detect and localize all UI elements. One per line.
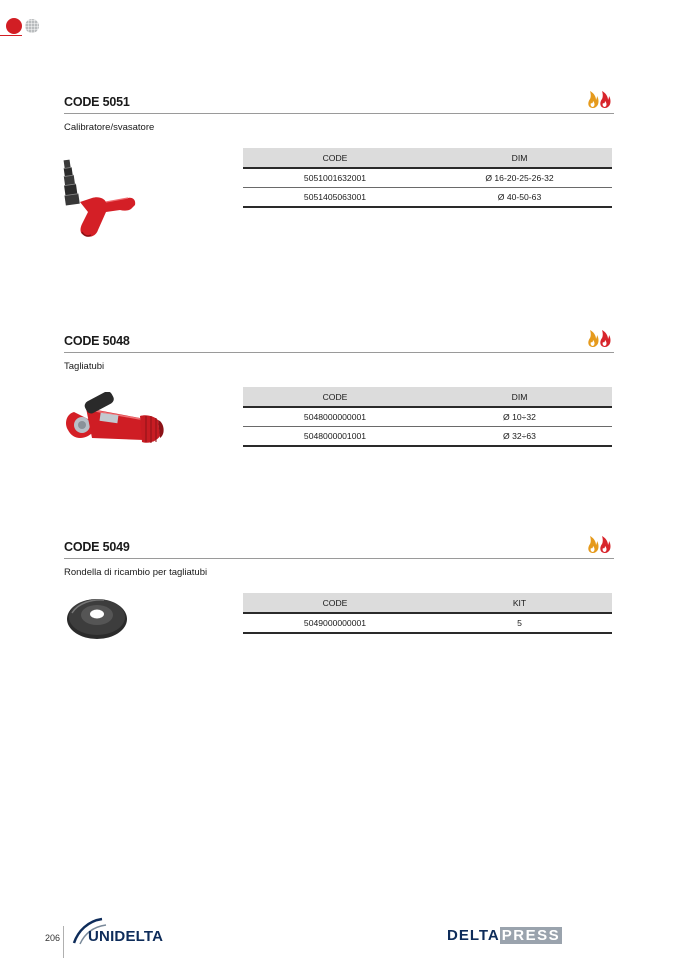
section-subtitle: Tagliatubi: [64, 361, 105, 372]
column-header: CODE: [243, 593, 427, 613]
table-header-row: [243, 593, 612, 613]
flame-icons: [587, 89, 613, 109]
table-header-row: [243, 148, 612, 168]
page-number: 206: [45, 933, 61, 943]
table-row: [243, 188, 612, 208]
table-row: [243, 427, 612, 447]
column-header: CODE: [243, 387, 427, 407]
footer-divider: [63, 926, 64, 958]
table-cell: Ø 40-50-63: [427, 188, 612, 208]
replacement-washer-image: [64, 593, 130, 643]
title-rule: [64, 113, 614, 114]
spec-table-5049: [243, 593, 612, 634]
table-cell: Ø 16-20-25-26-32: [427, 168, 612, 188]
pipe-cutter-image: [60, 392, 170, 454]
title-rule: [64, 352, 614, 353]
table-cell: 5051405063001: [243, 188, 427, 208]
section-code-title: CODE 5051: [64, 95, 130, 109]
table-cell: Ø 10÷32: [427, 407, 612, 427]
table-cell: 5049000000001: [243, 613, 427, 633]
table-cell: 5048000000001: [243, 407, 427, 427]
table-cell: Ø 32÷63: [427, 427, 612, 447]
deltapress-logo: [447, 927, 562, 944]
table-header-row: [243, 387, 612, 407]
section-subtitle: Calibratore/svasatore: [64, 122, 155, 133]
section-code-title: CODE 5048: [64, 334, 130, 348]
deltapress-logo-part-1: DELTA: [447, 927, 500, 944]
grey-dot-icon: [25, 19, 39, 33]
top-marker-line: [0, 35, 22, 36]
column-header: CODE: [243, 148, 427, 168]
spec-table-5051: [243, 148, 612, 208]
table-row: [243, 407, 612, 427]
calibrator-tool-image: [58, 152, 138, 242]
table-cell: 5051001632001: [243, 168, 427, 188]
flame-icons: [587, 328, 613, 348]
section-code-title: CODE 5049: [64, 540, 130, 554]
section-subtitle: Rondella di ricambio per tagliatubi: [64, 567, 208, 578]
table-cell: 5: [427, 613, 612, 633]
table-row: [243, 613, 612, 633]
column-header: KIT: [427, 593, 612, 613]
deltapress-logo-part-2: PRESS: [501, 927, 561, 944]
spec-table-5048: [243, 387, 612, 447]
table-row: [243, 168, 612, 188]
column-header: DIM: [427, 387, 612, 407]
column-header: DIM: [427, 148, 612, 168]
table-cell: 5048000001001: [243, 427, 427, 447]
red-dot-icon: [6, 18, 22, 34]
flame-icons: [587, 534, 613, 554]
title-rule: [64, 558, 614, 559]
unidelta-logo-text: UNIDELTA: [88, 928, 164, 945]
